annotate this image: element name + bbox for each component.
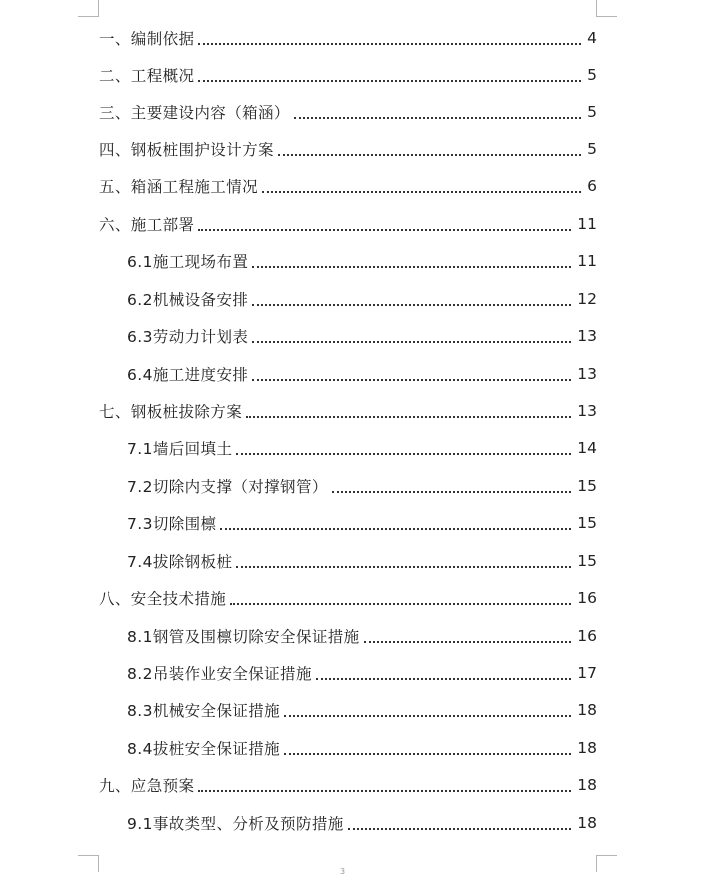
toc-entry-page: 18: [577, 776, 597, 794]
toc-entry-page: 13: [577, 365, 597, 383]
crop-mark-bottom-right: [596, 855, 617, 872]
toc-entry-7-2[interactable]: [127, 474, 597, 498]
toc-dot-leader: [278, 154, 581, 156]
toc-entry-page: 5: [587, 140, 597, 158]
toc-entry-7-3[interactable]: [127, 511, 597, 535]
toc-dot-leader: [364, 641, 572, 643]
toc-entry-page: 16: [577, 589, 597, 607]
toc-dot-leader: [198, 43, 581, 45]
toc-entry-title: 七、钢板桩拔除方案: [99, 403, 243, 421]
toc-entry-page: 15: [577, 514, 597, 532]
toc-entry-page: 5: [587, 103, 597, 121]
toc-entry-title: 6.3劳动力计划表: [127, 328, 249, 346]
toc-entry-page: 18: [577, 701, 597, 719]
crop-mark-top-left: [78, 0, 99, 17]
toc-entry-page: 17: [577, 664, 597, 682]
toc-entry-title: 三、主要建设内容（箱涵）: [99, 104, 290, 122]
toc-dot-leader: [262, 191, 581, 193]
toc-entry-3[interactable]: [99, 100, 597, 124]
toc-entry-title: 8.3机械安全保证措施: [127, 702, 281, 720]
toc-entry-title: 四、钢板桩围护设计方案: [99, 141, 274, 159]
toc-entry-7-1[interactable]: [127, 436, 597, 460]
toc-entry-page: 16: [577, 627, 597, 645]
toc-entry-title: 6.1施工现场布置: [127, 253, 249, 271]
toc-entry-page: 6: [587, 177, 597, 195]
toc-entry-title: 五、箱涵工程施工情况: [99, 178, 259, 196]
toc-entry-page: 18: [577, 814, 597, 832]
toc-entry-title: 6.2机械设备安排: [127, 291, 249, 309]
crop-mark-bottom-left: [78, 855, 99, 872]
toc-entry-title: 8.1钢管及围檩切除安全保证措施: [127, 628, 360, 646]
toc-dot-leader: [230, 603, 571, 605]
toc-entry-title: 二、工程概况: [99, 67, 195, 85]
toc-dot-leader: [198, 80, 581, 82]
toc-entry-title: 8.4拔桩安全保证措施: [127, 740, 281, 758]
toc-entry-4[interactable]: [99, 137, 597, 161]
toc-entry-title: 7.2切除内支撑（对撑钢管）: [127, 478, 328, 496]
toc-entry-9[interactable]: [99, 773, 597, 797]
toc-dot-leader: [284, 753, 571, 755]
toc-dot-leader: [252, 266, 571, 268]
toc-entry-page: 15: [577, 552, 597, 570]
toc-entry-title: 7.3切除围檩: [127, 515, 217, 533]
toc-entry-7-4[interactable]: [127, 549, 597, 573]
toc-dot-leader: [236, 453, 571, 455]
toc-dot-leader: [252, 304, 571, 306]
toc-entry-6-3[interactable]: [127, 324, 597, 348]
toc-entry-title: 八、安全技术措施: [99, 590, 227, 608]
toc-entry-8-3[interactable]: [127, 698, 597, 722]
page-number: 3: [340, 867, 346, 876]
toc-dot-leader: [198, 790, 571, 792]
toc-entry-title: 六、施工部署: [99, 216, 195, 234]
toc-entry-5[interactable]: [99, 174, 597, 198]
toc-entry-6-2[interactable]: [127, 287, 597, 311]
toc-entry-page: 4: [587, 29, 597, 47]
toc-dot-leader: [316, 678, 571, 680]
toc-dot-leader: [220, 528, 571, 530]
toc-entry-page: 5: [587, 66, 597, 84]
toc-entry-9-1[interactable]: [127, 811, 597, 835]
toc-entry-page: 15: [577, 477, 597, 495]
toc-entry-8-2[interactable]: [127, 661, 597, 685]
toc-dot-leader: [332, 491, 572, 493]
crop-mark-top-right: [596, 0, 617, 17]
toc-dot-leader: [284, 715, 571, 717]
toc-entry-7[interactable]: [99, 399, 597, 423]
toc-entry-page: 13: [577, 402, 597, 420]
toc-dot-leader: [198, 229, 571, 231]
toc-entry-title: 9.1事故类型、分析及预防措施: [127, 815, 344, 833]
toc-entry-title: 一、编制依据: [99, 30, 195, 48]
toc-dot-leader: [294, 117, 581, 119]
toc-dot-leader: [252, 379, 571, 381]
toc-entry-6-4[interactable]: [127, 362, 597, 386]
toc-entry-title: 6.4施工进度安排: [127, 366, 249, 384]
toc-dot-leader: [252, 341, 571, 343]
toc-entry-6[interactable]: [99, 212, 597, 236]
toc-dot-leader: [236, 566, 571, 568]
toc-entry-title: 7.4拔除钢板桩: [127, 553, 233, 571]
toc-entry-title: 九、应急预案: [99, 777, 195, 795]
toc-entry-page: 13: [577, 327, 597, 345]
toc-entry-page: 14: [577, 439, 597, 457]
toc-entry-title: 8.2吊装作业安全保证措施: [127, 665, 312, 683]
toc-entry-1[interactable]: [99, 26, 597, 50]
toc-entry-page: 18: [577, 739, 597, 757]
toc-entry-8-4[interactable]: [127, 736, 597, 760]
toc-dot-leader: [246, 416, 571, 418]
toc-entry-page: 12: [577, 290, 597, 308]
toc-dot-leader: [348, 828, 572, 830]
toc-entry-page: 11: [577, 252, 597, 270]
toc-entry-6-1[interactable]: [127, 249, 597, 273]
toc-entry-page: 11: [577, 215, 597, 233]
toc-entry-8-1[interactable]: [127, 624, 597, 648]
toc-entry-8[interactable]: [99, 586, 597, 610]
toc-entry-title: 7.1墙后回填土: [127, 440, 233, 458]
toc-entry-2[interactable]: [99, 63, 597, 87]
